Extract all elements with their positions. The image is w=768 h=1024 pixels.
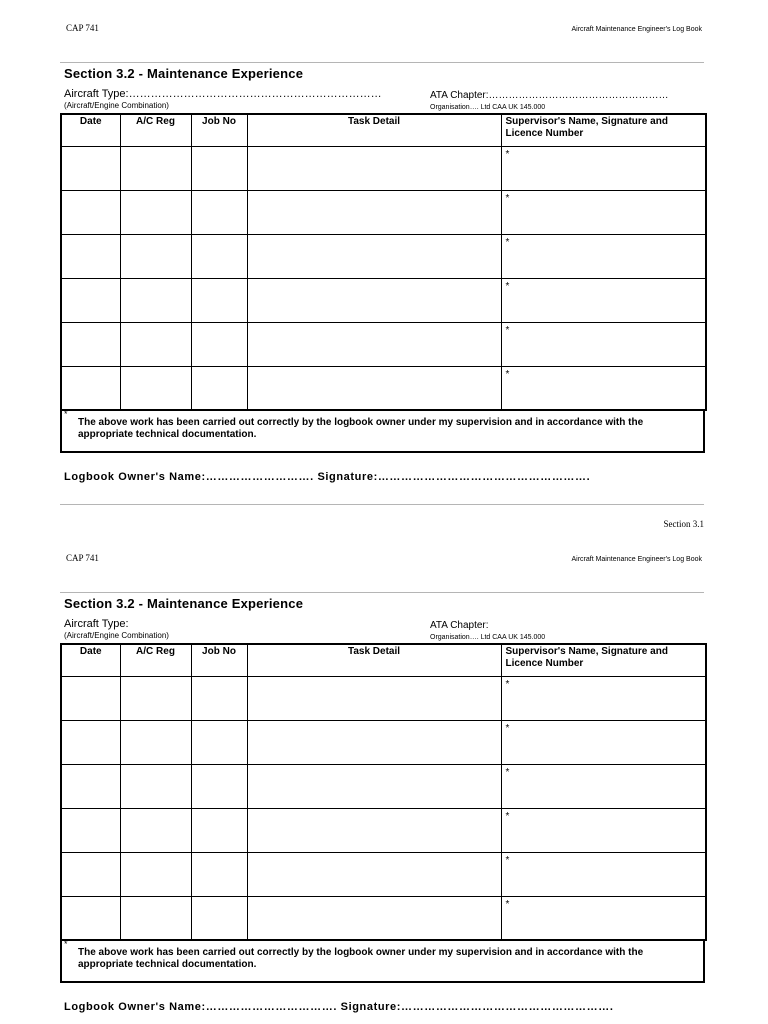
aircraft-type-field: Aircraft Type:……………………………………………………………: [64, 88, 382, 100]
owner-signature-line: Logbook Owner's Name:………………………. Signature:……………………………………………….: [64, 471, 591, 483]
owner-signature-line: Logbook Owner's Name:……………………………. Signature:……………………………………………….: [64, 1001, 614, 1013]
supervisor-cell[interactable]: [501, 676, 706, 720]
supervisor-marker: *: [505, 898, 510, 910]
footer-rule: [60, 504, 704, 505]
document-reference: CAP 741: [66, 553, 99, 563]
column-header-task-detail: Task Detail: [247, 114, 501, 146]
supervisor-cell[interactable]: [501, 190, 706, 234]
aircraft-type-note: (Aircraft/Engine Combination): [64, 631, 169, 640]
supervisor-cell[interactable]: [501, 764, 706, 808]
supervisor-cell[interactable]: [501, 278, 706, 322]
date-cell[interactable]: [61, 146, 120, 190]
supervisor-cell[interactable]: [501, 808, 706, 852]
section-title: Section 3.2 - Maintenance Experience: [64, 66, 304, 81]
supervisor-marker: *: [505, 192, 510, 204]
column-header-supervisor: Supervisor's Name, Signature and Licence Number: [501, 114, 706, 146]
supervisor-marker: *: [505, 280, 510, 292]
supervisor-marker: *: [505, 854, 510, 866]
table-row: [61, 234, 706, 278]
maintenance-log-table: [60, 643, 707, 941]
column-header-task-detail: Task Detail: [247, 644, 501, 676]
job-no-cell[interactable]: [191, 366, 247, 410]
column-header-job-no: Job No: [191, 114, 247, 146]
section-title: Section 3.2 - Maintenance Experience: [64, 596, 304, 611]
table-row: [61, 190, 706, 234]
date-cell[interactable]: [61, 190, 120, 234]
ac-reg-cell[interactable]: [120, 322, 191, 366]
column-header-ac-reg: A/C Reg: [120, 644, 191, 676]
supervisor-cell[interactable]: [501, 896, 706, 940]
supervisor-marker: *: [505, 766, 510, 778]
date-cell[interactable]: [61, 720, 120, 764]
table-header-row: [61, 114, 706, 146]
document-title: Aircraft Maintenance Engineer's Log Book: [571, 556, 702, 563]
ac-reg-cell[interactable]: [120, 764, 191, 808]
ac-reg-cell[interactable]: [120, 852, 191, 896]
column-header-date: Date: [61, 114, 120, 146]
column-header-ac-reg: A/C Reg: [120, 114, 191, 146]
date-cell[interactable]: [61, 808, 120, 852]
column-header-supervisor: Supervisor's Name, Signature and Licence Number: [501, 644, 706, 676]
supervisor-marker: *: [505, 810, 510, 822]
date-cell[interactable]: [61, 278, 120, 322]
task-detail-cell[interactable]: [247, 764, 501, 808]
ac-reg-cell[interactable]: [120, 366, 191, 410]
task-detail-cell[interactable]: [247, 676, 501, 720]
supervisor-cell[interactable]: [501, 322, 706, 366]
aircraft-type-note: (Aircraft/Engine Combination): [64, 101, 169, 110]
ac-reg-cell[interactable]: [120, 720, 191, 764]
section-footer: Section 3.1: [663, 519, 704, 529]
ac-reg-cell[interactable]: [120, 896, 191, 940]
ac-reg-cell[interactable]: [120, 234, 191, 278]
supervisor-marker: *: [505, 148, 510, 160]
task-detail-cell[interactable]: [247, 146, 501, 190]
ac-reg-cell[interactable]: [120, 278, 191, 322]
column-header-job-no: Job No: [191, 644, 247, 676]
ata-chapter-field: ATA Chapter:: [430, 620, 489, 631]
certification-box: [60, 409, 705, 453]
certification-statement: The above work has been carried out correctly by the logbook owner under my supervision and in accordance with the appropriate technical documentation.: [78, 417, 644, 440]
task-detail-cell[interactable]: [247, 366, 501, 410]
job-no-cell[interactable]: [191, 234, 247, 278]
aircraft-type-field: Aircraft Type:: [64, 618, 129, 630]
task-detail-cell[interactable]: [247, 896, 501, 940]
ac-reg-cell[interactable]: [120, 808, 191, 852]
supervisor-marker: *: [505, 324, 510, 336]
date-cell[interactable]: [61, 852, 120, 896]
table-header-row: [61, 644, 706, 676]
task-detail-cell[interactable]: [247, 808, 501, 852]
supervisor-cell[interactable]: [501, 720, 706, 764]
date-cell[interactable]: [61, 896, 120, 940]
date-cell[interactable]: [61, 366, 120, 410]
document-reference: CAP 741: [66, 23, 99, 33]
table-row: [61, 764, 706, 808]
certification-statement: The above work has been carried out correctly by the logbook owner under my supervision and in accordance with the appropriate technical documentation.: [78, 947, 644, 970]
date-cell[interactable]: [61, 234, 120, 278]
job-no-cell[interactable]: [191, 764, 247, 808]
document-title: Aircraft Maintenance Engineer's Log Book: [571, 26, 702, 33]
table-row: [61, 676, 706, 720]
supervisor-cell[interactable]: [501, 852, 706, 896]
task-detail-cell[interactable]: [247, 322, 501, 366]
date-cell[interactable]: [61, 764, 120, 808]
job-no-cell[interactable]: [191, 808, 247, 852]
organisation-label: Organisation…. Ltd CAA UK 145.000: [430, 104, 546, 111]
supervisor-marker: *: [505, 236, 510, 248]
ac-reg-cell[interactable]: [120, 146, 191, 190]
job-no-cell[interactable]: [191, 190, 247, 234]
organisation-label: Organisation…. Ltd CAA UK 145.000: [430, 634, 546, 641]
job-no-cell[interactable]: [191, 896, 247, 940]
job-no-cell[interactable]: [191, 676, 247, 720]
job-no-cell[interactable]: [191, 720, 247, 764]
date-cell[interactable]: [61, 322, 120, 366]
task-detail-cell[interactable]: [247, 234, 501, 278]
ac-reg-cell[interactable]: [120, 190, 191, 234]
certification-marker: *: [64, 939, 68, 949]
ac-reg-cell[interactable]: [120, 676, 191, 720]
task-detail-cell[interactable]: [247, 720, 501, 764]
job-no-cell[interactable]: [191, 278, 247, 322]
table-row: [61, 896, 706, 940]
table-row: [61, 852, 706, 896]
supervisor-cell[interactable]: [501, 366, 706, 410]
maintenance-log-table: [60, 113, 707, 411]
task-detail-cell[interactable]: [247, 190, 501, 234]
table-row: [61, 366, 706, 410]
task-detail-cell[interactable]: [247, 278, 501, 322]
supervisor-marker: *: [505, 722, 510, 734]
supervisor-marker: *: [505, 678, 510, 690]
table-row: [61, 322, 706, 366]
column-header-date: Date: [61, 644, 120, 676]
supervisor-cell[interactable]: [501, 146, 706, 190]
ata-chapter-field: ATA Chapter:………………………………………………: [430, 90, 669, 101]
table-row: [61, 146, 706, 190]
job-no-cell[interactable]: [191, 852, 247, 896]
supervisor-cell[interactable]: [501, 234, 706, 278]
table-row: [61, 720, 706, 764]
header-rule: [60, 592, 704, 593]
supervisor-marker: *: [505, 368, 510, 380]
table-row: [61, 278, 706, 322]
header-rule: [60, 62, 704, 63]
table-row: [61, 808, 706, 852]
date-cell[interactable]: [61, 676, 120, 720]
job-no-cell[interactable]: [191, 146, 247, 190]
certification-box: [60, 939, 705, 983]
certification-marker: *: [64, 409, 68, 419]
task-detail-cell[interactable]: [247, 852, 501, 896]
job-no-cell[interactable]: [191, 322, 247, 366]
